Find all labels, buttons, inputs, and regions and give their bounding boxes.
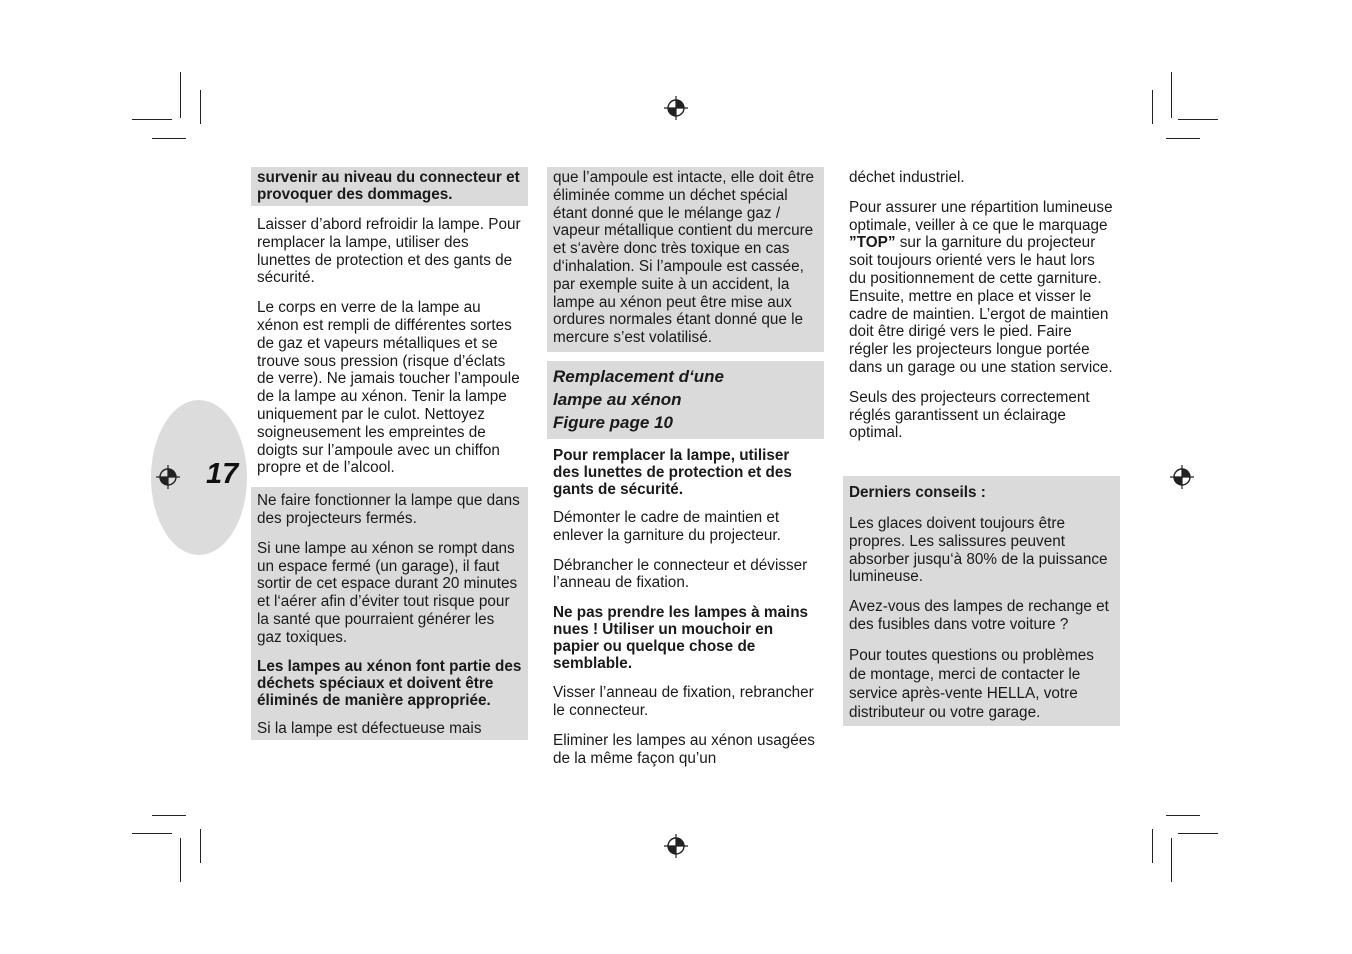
paragraph: Les glaces doivent toujours être propres. Les salissures peuvent absorber jusqu‘à 80% de la puissance lumineuse. [849, 514, 1108, 586]
warning-continuation: que l’ampoule est intacte, elle doit être éliminée comme un déchet spécial étant donné que le mélange gaz / vapeur métallique contient du mercure et s‘avère donc très toxique en cas d‘inhalation. Si l’ampoule est cassée, par exemple suite à un accident, la lampe au xénon peut être mise aux ordures normales étant donné que le mercure s’est volatilisé. [547, 167, 824, 352]
paragraph: Laisser d’abord refroidir la lampe. Pour remplacer la lampe, utiliser des lunettes de protection et des gants de sécurité. [257, 216, 521, 287]
registration-mark-icon [155, 464, 181, 490]
paragraph: déchet industriel. [849, 169, 965, 186]
paragraph: Visser l’anneau de fixation, rebrancher le connecteur. [553, 684, 814, 719]
text-span: sur la garniture du projecteur soit toujours orienté vers le haut lors du positionnement de cette garniture. Ensuite, mettre en place et visser le cadre de maintien. L’ergot de maintien doit être dirigé vers le pied. Faire régler les projecteurs longue portée dans un garage ou une station service. [849, 234, 1113, 376]
top-marking-label: ”TOP” [849, 234, 896, 252]
paragraph: Ne faire fonctionner la lampe que dans des projecteurs fermés. [257, 492, 520, 527]
page-number: 17 [206, 458, 239, 490]
heading-line: Remplacement d‘une [553, 366, 724, 386]
registration-mark-icon [663, 833, 689, 859]
column-2 [547, 167, 824, 767]
paragraph [843, 199, 1120, 377]
paragraph: Le corps en verre de la lampe au xénon est rempli de différentes sortes de gaz et vapeurs métalliques et se trouve sous pression (risque d’éclats de verre). Ne jamais toucher l’ampoule de la lampe au xénon. Tenir la lampe uniquement par le culot. Nettoyez soigneusement les empreintes de doigts sur l’ampoule avec un chiffon propre et de l’alcool. [257, 299, 520, 477]
paragraph-bold: Pour remplacer la lampe, utiliser des lunettes de protection et des gants de sécurité. [553, 446, 792, 498]
paragraph: Débrancher le connecteur et dévisser l’anneau de fixation. [553, 556, 808, 592]
paragraph-bold: Ne pas prendre les lampes à mains nues ! Utiliser un mouchoir en papier ou quelque chose de semblable. [553, 604, 809, 673]
registration-mark-icon [663, 95, 689, 121]
heading-line: lampe au xénon [553, 389, 682, 409]
tips-box [843, 476, 1120, 726]
paragraph: Eliminer les lampes au xénon usagées de la même façon qu’un [553, 731, 815, 767]
heading-line: Figure page 10 [553, 412, 673, 432]
paragraph: Démonter le cadre de maintien et enlever la garniture du projecteur. [553, 508, 781, 544]
tips-title: Derniers conseils : [849, 484, 986, 502]
paragraph: Si la lampe est défectueuse mais [257, 720, 482, 738]
paragraph: Avez-vous des lampes de rechange et des fusibles dans votre voiture ? [849, 598, 1109, 633]
registration-mark-icon [1169, 464, 1195, 490]
paragraph-bold: Les lampes au xénon font partie des déchets spéciaux et doivent être éliminés de manière appropriée. [257, 657, 522, 710]
warning-box [251, 487, 528, 740]
paragraph: Pour toutes questions ou problèmes de montage, merci de contacter le service après-vente HELLA, votre distributeur ou votre garage. [849, 646, 1094, 721]
paragraph: Si une lampe au xénon se rompt dans un espace fermé (un garage), il faut sortir de cet espace durant 20 minutes et l‘aérer afin d’éviter tout risque pour la santé que pourraient générer les gaz toxiques. [257, 539, 518, 646]
section-heading [547, 361, 824, 439]
column-3 [843, 167, 1120, 726]
column-1 [251, 167, 528, 740]
text-span: Pour assurer une répartition lumineuse optimale, veiller à ce que le marquage [849, 198, 1113, 234]
warning-continuation: survenir au niveau du connecteur et provoquer des dommages. [251, 167, 528, 206]
paragraph: Seuls des projecteurs correctement réglés garantissent un éclairage optimal. [849, 388, 1090, 442]
